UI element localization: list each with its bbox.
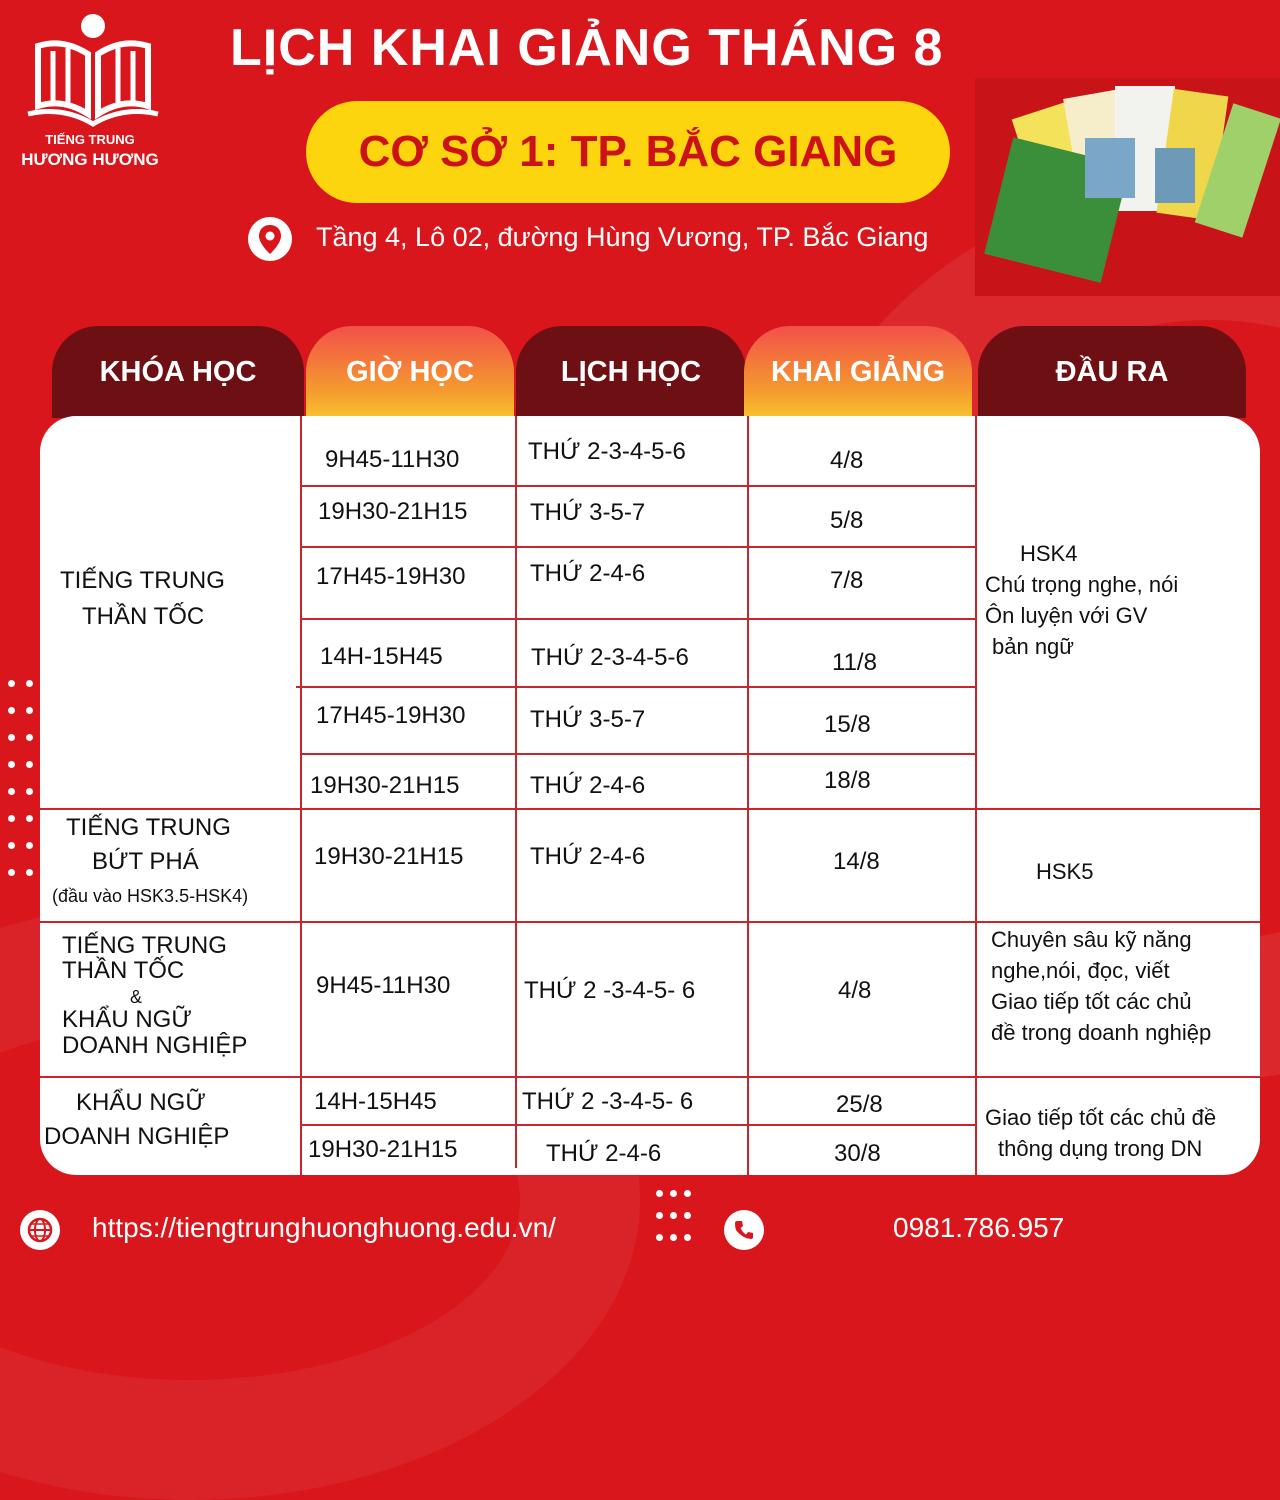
time-cell: 19H30-21H15: [310, 772, 460, 799]
output-text: Giao tiếp tốt các chủ đề: [985, 1105, 1217, 1130]
schedule-table: [40, 416, 1260, 1175]
brand-line2: HƯƠNG HƯƠNG: [21, 150, 159, 169]
phone-number[interactable]: 0981.786.957: [893, 1212, 1065, 1243]
column-header-course: KHÓA HỌC: [52, 326, 304, 418]
output-text: HSK4: [1020, 541, 1078, 566]
course-name: THẦN TỐC: [62, 957, 185, 984]
output-text: bản ngữ: [992, 634, 1075, 659]
map-pin-icon: [248, 217, 292, 261]
start-cell: 25/8: [836, 1091, 883, 1118]
time-cell: 9H45-11H30: [325, 446, 460, 473]
grid-line: [40, 921, 1260, 923]
days-cell: THỨ 3-5-7: [530, 706, 646, 733]
course-name: DOANH NGHIỆP: [44, 1123, 230, 1150]
output-text: đề trong doanh nghiệp: [991, 1020, 1212, 1045]
time-cell: 17H45-19H30: [316, 563, 466, 590]
decorative-dots-footer: [656, 1190, 696, 1244]
start-cell: 11/8: [832, 649, 877, 676]
column-header-schedule: LỊCH HỌC: [516, 326, 746, 418]
address: Tầng 4, Lô 02, đường Hùng Vương, TP. Bắc Giang: [316, 222, 929, 252]
phone-icon: [724, 1210, 764, 1250]
grid-line: [296, 686, 975, 688]
globe-icon: [20, 1210, 60, 1250]
website-link[interactable]: https://tiengtrunghuonghuong.edu.vn/: [92, 1212, 556, 1243]
course-name: KHẨU NGỮ: [76, 1089, 206, 1116]
start-cell: 4/8: [830, 447, 864, 474]
page-title: LỊCH KHAI GIẢNG THÁNG 8: [230, 19, 944, 77]
start-cell: 18/8: [824, 767, 871, 794]
time-cell: 19H30-21H15: [318, 498, 468, 525]
output-text: HSK5: [1036, 859, 1094, 884]
course-note: (đầu vào HSK3.5-HSK4): [52, 886, 249, 906]
start-cell: 7/8: [830, 567, 864, 594]
start-cell: 14/8: [833, 848, 880, 875]
course-name: TIẾNG TRUNG: [60, 567, 225, 594]
time-cell: 17H45-19H30: [316, 702, 466, 729]
grid-line: [302, 546, 975, 548]
start-cell: 15/8: [824, 711, 871, 738]
time-cell: 9H45-11H30: [316, 972, 451, 999]
brand-line1: TIẾNG TRUNG: [45, 132, 135, 147]
output-text: nghe,nói, đọc, viết: [991, 958, 1170, 983]
grid-line: [300, 416, 302, 1175]
course-name: KHẨU NGỮ: [62, 1006, 192, 1033]
grid-line: [40, 808, 1260, 810]
time-cell: 19H30-21H15: [314, 843, 464, 870]
course-name: BỨT PHÁ: [92, 848, 199, 875]
grid-line: [302, 753, 975, 755]
grid-line: [302, 485, 975, 487]
grid-line: [975, 416, 977, 1175]
start-cell: 5/8: [830, 507, 864, 534]
course-name: DOANH NGHIỆP: [62, 1032, 248, 1059]
course-name: &: [130, 987, 143, 1007]
output-text: Giao tiếp tốt các chủ: [991, 989, 1192, 1014]
time-cell: 14H-15H45: [320, 643, 443, 670]
grid-line: [40, 1076, 1260, 1078]
decorative-dots-left: [8, 680, 38, 880]
days-cell: THỨ 3-5-7: [530, 499, 646, 526]
start-cell: 4/8: [838, 977, 872, 1004]
days-cell: THỨ 2 -3-4-5- 6: [522, 1088, 694, 1115]
books-image: [975, 78, 1280, 296]
days-cell: THỨ 2-3-4-5-6: [528, 438, 686, 465]
course-name: TIẾNG TRUNG: [62, 932, 227, 959]
branch-badge: CƠ SỞ 1: TP. BẮC GIANG: [306, 101, 950, 203]
output-text: Chuyên sâu kỹ năng: [991, 927, 1192, 952]
book-logo-icon: [18, 6, 168, 136]
output-text: Chú trọng nghe, nói: [985, 572, 1179, 597]
days-cell: THỨ 2-4-6: [530, 560, 646, 587]
time-cell: 14H-15H45: [314, 1088, 437, 1115]
time-cell: 19H30-21H15: [308, 1136, 458, 1163]
days-cell: THỨ 2-4-6: [530, 843, 646, 870]
grid-line: [515, 416, 517, 1168]
grid-line: [747, 416, 749, 1175]
output-text: thông dụng trong DN: [998, 1136, 1203, 1161]
column-header-time: GIỜ HỌC: [306, 326, 514, 418]
column-header-start: KHAI GIẢNG: [744, 326, 972, 418]
days-cell: THỨ 2 -3-4-5- 6: [524, 977, 696, 1004]
grid-line: [302, 1124, 975, 1126]
course-name: TIẾNG TRUNG: [66, 814, 231, 841]
days-cell: THỨ 2-3-4-5-6: [531, 644, 689, 671]
course-name: THẦN TỐC: [82, 603, 205, 630]
column-header-output: ĐẦU RA: [978, 326, 1246, 418]
start-cell: 30/8: [834, 1140, 881, 1167]
output-text: Ôn luyện với GV: [985, 603, 1148, 628]
days-cell: THỨ 2-4-6: [530, 772, 646, 799]
days-cell: THỨ 2-4-6: [546, 1140, 662, 1167]
grid-line: [302, 618, 975, 620]
